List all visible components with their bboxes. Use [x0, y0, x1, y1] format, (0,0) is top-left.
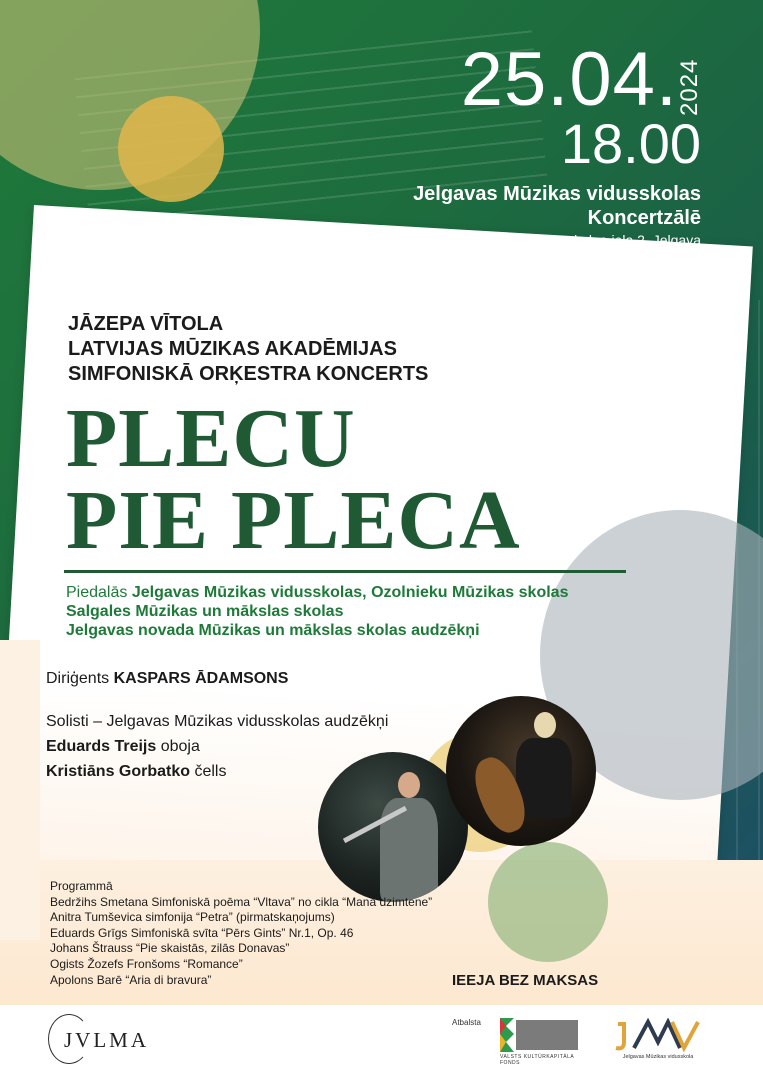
venue-address: Lapskalna iela 2, Jelgava — [543, 232, 701, 248]
jms-logo-text: Jelgavas Mūzikas vidusskola — [622, 1054, 694, 1060]
venue — [413, 182, 701, 230]
jvlma-logo-text: JVLMA — [64, 1028, 150, 1052]
performer-head — [534, 712, 556, 738]
participants-line: Jelgavas Mūzikas vidusskolas, Ozolnieku Mūzikas skolas — [131, 584, 569, 601]
program-item: Johans Štrauss “Pie skaistās, zilās Donavas” — [50, 941, 290, 956]
program — [50, 879, 432, 988]
decorative-circle — [488, 842, 608, 962]
vkkf-mark-icon — [500, 1018, 514, 1052]
organizer-line: LATVIJAS MŪZIKAS AKADĒMIJAS — [68, 338, 397, 360]
program-item: Bedržihs Smetana Simfoniskā poēma “Vltava” no cikla “Mana dzimtene” — [50, 894, 433, 909]
program-item: Eduards Grīgs Simfoniskā svīta “Pērs Gints” Nr.1, Op. 46 — [50, 925, 354, 940]
decorative-circle — [118, 96, 224, 202]
soloist-instrument: čells — [190, 763, 227, 780]
vkkf-logo-bar — [516, 1020, 578, 1050]
participants-line: Jelgavas novada Mūzikas un mākslas skolas audzēkņi — [66, 622, 480, 639]
organizer — [68, 312, 428, 387]
program-item: Anitra Tumševica simfonija “Petra” (pirmatskaņojums) — [50, 910, 335, 925]
soloist-name: Kristiāns Gorbatko — [46, 763, 191, 780]
participants — [66, 583, 568, 640]
jms-logo — [606, 1018, 710, 1066]
organizer-line: SIMFONISKĀ ORĶESTRA KONCERTS — [68, 363, 429, 385]
title-divider — [64, 570, 626, 573]
soloist-name: Eduards Treijs — [46, 738, 157, 755]
event-date: 25.04. — [460, 37, 678, 122]
conductor — [46, 670, 288, 688]
soloists-heading: Solisti – Jelgavas Mūzikas vidusskolas audzēkņi — [46, 713, 389, 730]
jvlma-logo — [48, 1014, 168, 1062]
cellist-photo — [446, 696, 596, 846]
performer-head — [398, 772, 420, 798]
vkkf-logo-text: VALSTS KULTŪRKAPITĀLA FONDS — [500, 1054, 574, 1066]
program-item: Ogists Žozefs Fronšoms “Romance” — [50, 956, 243, 971]
title-line: PIE PLECA — [66, 474, 521, 567]
organizer-line: JĀZEPA VĪTOLA — [68, 313, 224, 335]
event-time: 18.00 — [560, 112, 701, 175]
soloist — [46, 734, 388, 759]
conductor-name: KASPARS ĀDAMSONS — [113, 670, 289, 687]
venue-line: Jelgavas Mūzikas vidusskolas — [413, 183, 701, 205]
title-line: PLECU — [66, 392, 356, 485]
vkkf-logo — [500, 1018, 580, 1066]
participants-prefix: Piedalās — [66, 584, 132, 601]
support-label: Atbalsta — [452, 1018, 481, 1027]
event-year: 2024 — [676, 58, 703, 116]
free-entry-note: IEEJA BEZ MAKSAS — [452, 972, 599, 989]
soloists — [46, 709, 388, 784]
participants-line: Salgales Mūzikas un mākslas skolas — [66, 603, 344, 620]
left-background — [0, 640, 40, 940]
conductor-label: Diriģents — [46, 670, 114, 687]
program-heading: Programmā — [50, 879, 113, 893]
jms-mark-icon — [614, 1018, 702, 1052]
program-item: Apolons Barē “Aria di bravura” — [50, 972, 212, 987]
venue-line: Koncertzālē — [587, 207, 701, 229]
concert-title — [66, 392, 521, 567]
soloist-instrument: oboja — [156, 738, 200, 755]
